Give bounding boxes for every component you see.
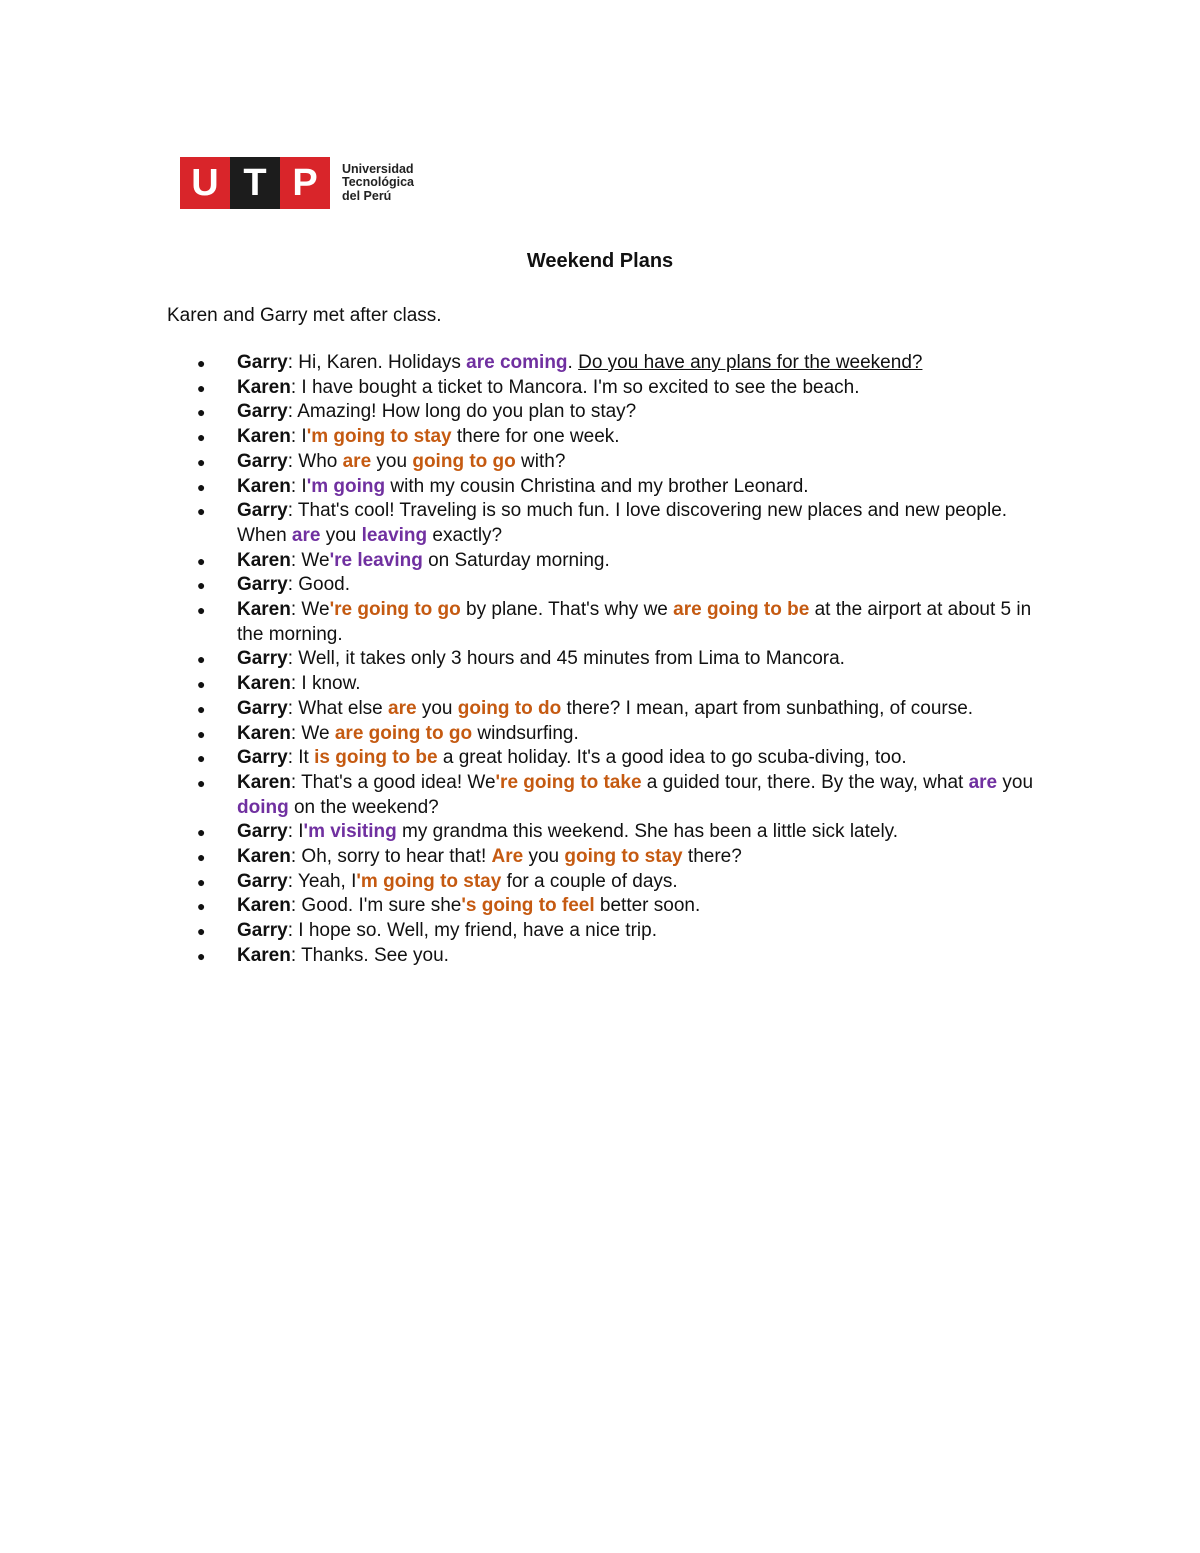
highlight-present-continuous: 'm visiting [303,821,397,843]
dialogue-line [197,351,1037,376]
speaker-name: Karen [237,846,291,868]
line-text: : We [290,722,335,744]
highlight-present-continuous: 'm going [306,475,386,497]
line-text: : I have bought a ticket to Mancora. I'm so excited to see the beach. [290,376,860,398]
line-text: : Thanks. See you. [290,944,449,966]
bullet-icon: ● [197,750,206,767]
line-text: better soon. [594,895,701,917]
speaker-name: Karen [237,426,291,448]
line-text: : We [290,549,330,571]
line-text: with my cousin Christina and my brother Leonard. [385,475,809,497]
logo-letter-blocks [180,157,330,209]
line-text: on the weekend? [288,796,439,818]
speaker-name: Karen [237,599,291,621]
utp-logo [180,157,414,209]
line-text: windsurfing. [472,722,579,744]
speaker-name: Karen [237,722,291,744]
speaker-name: Garry [237,401,288,423]
dialogue-line [197,647,1037,672]
bullet-icon: ● [197,700,206,717]
line-text: : It [287,747,315,769]
line-text: you [371,450,413,472]
line-text: : Amazing! How long do you plan to stay? [287,401,637,423]
bullet-icon: ● [197,849,206,866]
logo-line-2: Tecnológica [342,175,415,190]
line-text: there? I mean, apart from sunbathing, of course. [561,697,974,719]
line-text: : Well, it takes only 3 hours and 45 minutes from Lima to Mancora. [287,648,845,670]
speaker-name: Karen [237,895,291,917]
highlight-going-to: going to stay [564,846,683,868]
highlight-going-to: going to do [457,697,562,719]
dialogue-line [197,820,1037,845]
line-text: : What else [287,697,389,719]
line-text: there? [682,846,742,868]
speaker-name: Garry [237,500,288,522]
speaker-name: Garry [237,870,288,892]
dialogue-list [197,351,1037,969]
dialogue-line [197,697,1037,722]
logo-line-3: del Perú [342,188,392,203]
line-text: for a couple of days. [501,870,678,892]
line-text: my grandma this weekend. She has been a little sick lately. [396,821,899,843]
highlight-present-continuous: are [291,524,321,546]
highlight-present-continuous: leaving [361,524,428,546]
bullet-icon: ● [197,503,206,520]
bullet-icon: ● [197,676,206,693]
line-text: by plane. That's why we [460,599,674,621]
logo-letter-u: U [180,157,230,209]
underlined-text: Do you have any plans for the weekend? [578,352,923,373]
bullet-icon: ● [197,355,206,371]
line-text: : Oh, sorry to hear that! [290,846,492,868]
dialogue-line [197,845,1037,870]
dialogue-line [197,475,1037,500]
speaker-name: Karen [237,944,291,966]
speaker-name: Garry [237,697,288,719]
line-text: : I [290,475,307,497]
bullet-icon: ● [197,379,206,396]
bullet-icon: ● [197,725,206,742]
highlight-going-to: Are [491,846,524,868]
highlight-going-to: are going to be [673,599,810,621]
line-text: a great holiday. It's a good idea to go scuba-diving, too. [437,747,907,769]
highlight-going-to: 'm going to stay [356,870,502,892]
speaker-name: Garry [237,821,288,843]
bullet-icon: ● [197,453,206,470]
highlight-going-to: are [388,697,417,719]
dialogue-line [197,894,1037,919]
speaker-name: Garry [237,574,288,596]
line-text: : Who [287,450,343,472]
line-text: : Yeah, I [287,870,357,892]
speaker-name: Garry [237,920,288,942]
highlight-going-to: 're going to take [495,771,642,793]
line-text: : I hope so. Well, my friend, have a nice trip. [287,920,657,942]
line-text: : We [290,599,330,621]
highlight-going-to: 're going to go [329,599,461,621]
bullet-icon: ● [197,947,206,964]
dialogue-line [197,771,1037,820]
line-text: : Good. I'm sure she [290,895,462,917]
highlight-going-to: 's going to feel [461,895,595,917]
line-text: you [416,697,458,719]
dialogue-line [197,722,1037,747]
speaker-name: Karen [237,673,291,695]
bullet-icon: ● [197,478,206,495]
highlight-going-to: are going to go [334,722,473,744]
speaker-name: Karen [237,549,291,571]
speaker-name: Garry [237,747,288,769]
line-text: there for one week. [451,426,620,448]
line-text: on Saturday morning. [422,549,610,571]
highlight-going-to: are [342,450,372,472]
line-text: : That's cool! Traveling is so much fun. I love discovering new places and new people. When [237,500,1008,546]
line-text: a guided tour, there. By the way, what [641,771,969,793]
bullet-icon: ● [197,602,206,619]
highlight-going-to: is going to be [314,747,438,769]
dialogue-line [197,746,1037,771]
line-text: : I [290,426,307,448]
bullet-icon: ● [197,873,206,890]
speaker-name: Garry [237,648,288,670]
dialogue-line [197,549,1037,574]
highlight-present-continuous: 're leaving [329,549,423,571]
line-text: : I [287,821,304,843]
dialogue-line [197,672,1037,697]
bullet-icon: ● [197,923,206,940]
bullet-icon: ● [197,429,206,446]
line-text: : Hi, Karen. Holidays [287,352,467,373]
speaker-name: Karen [237,376,291,398]
logo-line-1: Universidad [342,161,414,176]
bullet-icon: ● [197,824,206,841]
line-text: : I know. [290,673,361,695]
dialogue-line [197,499,1037,548]
speaker-name: Karen [237,771,291,793]
dialogue-line [197,919,1037,944]
line-text: : That's a good idea! We [290,771,496,793]
bullet-icon: ● [197,577,206,594]
bullet-icon: ● [197,651,206,668]
dialogue-line [197,450,1037,475]
dialogue-line [197,598,1037,647]
line-text: at the airport at about 5 in the morning. [237,599,1032,645]
logo-letter-p: P [280,157,330,209]
highlight-going-to: 'm going to stay [306,426,452,448]
dialogue-line [197,870,1037,895]
line-text: you [997,771,1034,793]
logo-wordmark [342,163,414,204]
dialogue-line [197,573,1037,598]
intro-text: Karen and Garry met after class. [167,305,442,326]
bullet-icon: ● [197,404,206,421]
highlight-present-continuous: doing [237,796,289,818]
bullet-icon: ● [197,774,206,791]
document-title: Weekend Plans [526,250,674,272]
highlight-present-continuous: are [968,771,998,793]
speaker-name: Karen [237,475,291,497]
speaker-name: Garry [237,352,288,373]
highlight-going-to: going to go [412,450,516,472]
line-text: you [320,524,362,546]
dialogue-line [197,400,1037,425]
line-text: : Good. [287,574,351,596]
highlight-present-continuous: are coming [466,352,568,373]
dialogue-line [197,376,1037,401]
line-text: exactly? [427,524,503,546]
bullet-icon: ● [197,898,206,915]
logo-letter-t: T [230,157,280,209]
dialogue-line [197,425,1037,450]
speaker-name: Garry [237,450,288,472]
line-text: with? [515,450,566,472]
line-text: you [523,846,565,868]
line-text: . [567,352,579,373]
bullet-icon: ● [197,552,206,569]
dialogue-line [197,944,1037,969]
